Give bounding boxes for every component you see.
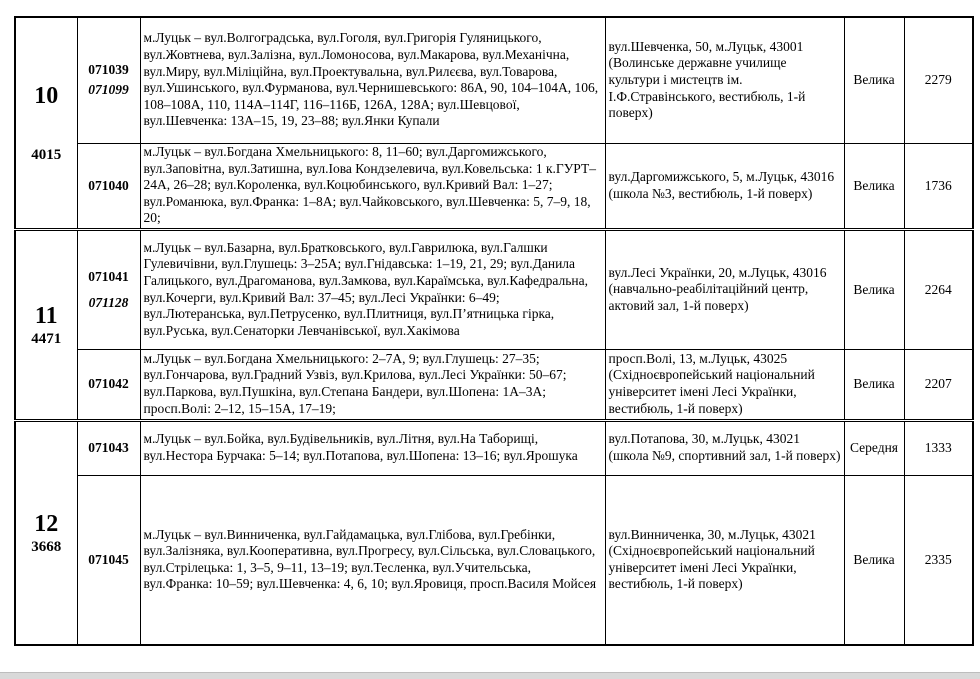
polling-address: вул.Винниченка, 30, м.Луцьк, 43021 (Східноєвропейський національний університет імені Лесі Українки, вестибюль, 1-й поверх) bbox=[605, 475, 844, 645]
voter-count: 1333 bbox=[904, 420, 973, 475]
district-code: 4015 bbox=[31, 146, 62, 163]
polling-address: вул.Лесі Українки, 20, м.Луцьк, 43016 (навчально-реабілітаційний центр, актовий зал, 1-й поверх) bbox=[605, 229, 844, 349]
special-precinct-number: 071099 bbox=[88, 82, 129, 98]
district-code: 4471 bbox=[31, 330, 62, 347]
precinct-number: 071040 bbox=[88, 177, 129, 193]
voter-count: 2335 bbox=[904, 475, 973, 645]
district-number: 12 bbox=[34, 510, 59, 537]
precinct-number: 071039 bbox=[88, 62, 129, 78]
precinct-size: Велика bbox=[844, 17, 904, 143]
precinct-boundaries: м.Луцьк – вул.Волгоградська, вул.Гоголя, вул.Григорія Гуляницького, вул.Жовтнева, вул.Залізна, вул.Ломоносова, вул.Макарова, вул.Механічна, вул.Миру, вул.Міліційна, вул.Проектувальна, вул.Рилєєва, вул.Товарова, вул.Ушинського, вул.Фурманова, вул.Чернишевського: 86А, 90, 104–104А, 106, 108–108А, 110, 114А–114Г, 116–116Б, 126А, 128А; вул.Шевцової, вул.Шевченка: 13А–15, 19, 23–88; вул.Янки Купали bbox=[140, 17, 605, 143]
precinct-boundaries: м.Луцьк – вул.Богдана Хмельницького: 2–7А, 9; вул.Глушець: 27–35; вул.Гончарова, вул.Градний Узвіз, вул.Крилова, вул.Лесі Українки: 50–67; вул.Паркова, вул.Пушкіна, вул.Степана Бандери, вул.Шопена: 1А–3А; просп.Волі: 2–12, 15–15А, 17–19; bbox=[140, 349, 605, 420]
precinct-cell bbox=[77, 229, 140, 349]
precinct-boundaries: м.Луцьк – вул.Богдана Хмельницького: 8, 11–60; вул.Даргомижського, вул.Заповітна, вул.Затишна, вул.Іова Кондзелевича, вул.Ковельська: 1 к.ГУРТ–24А, 26–28; вул.Короленка, вул.Коцюбинського, вул.Кривий Вал: 1–27; вул.Романюка, вул.Франка: 1–8А; вул.Чайковського, вул.Шевченка: 5, 7–9, 18, 20; bbox=[140, 143, 605, 229]
table-row bbox=[15, 17, 973, 143]
voter-count: 2264 bbox=[904, 229, 973, 349]
district-cell bbox=[15, 420, 77, 645]
precinct-size: Велика bbox=[844, 349, 904, 420]
precinct-table bbox=[14, 16, 974, 646]
polling-address: вул.Даргомижського, 5, м.Луцьк, 43016 (школа №3, вестибюль, 1-й поверх) bbox=[605, 143, 844, 229]
district-code: 3668 bbox=[31, 538, 62, 555]
precinct-table-page bbox=[14, 16, 972, 646]
precinct-cell bbox=[77, 420, 140, 475]
precinct-cell bbox=[77, 475, 140, 645]
precinct-number: 071041 bbox=[88, 268, 129, 284]
precinct-number: 071043 bbox=[88, 440, 129, 455]
precinct-size: Велика bbox=[844, 143, 904, 229]
precinct-boundaries: м.Луцьк – вул.Базарна, вул.Братковського, вул.Гаврилюка, вул.Галшки Гулевичівни, вул.Глушець: 3–25А; вул.Гнідавська: 1–19, 21, 29; вул.Данила Галицького, вул.Драгоманова, вул.Замкова, вул.Караїмська, вул.Кафедральна, вул.Кочерги, вул.Кривий Вал: 37–45; вул.Лесі Українки: 6–49; вул.Лютеранська, вул.Петрусенко, вул.Плитниця, вул.П’ятницька гірка, вул.Руська, вул.Сенаторки Левчанівської, вул.Хакімова bbox=[140, 229, 605, 349]
table-row bbox=[15, 420, 973, 475]
precinct-size: Велика bbox=[844, 475, 904, 645]
precinct-boundaries: м.Луцьк – вул.Винниченка, вул.Гайдамацька, вул.Глібова, вул.Гребінки, вул.Залізняка, вул.Кооперативна, вул.Прогресу, вул.Сільська, вул.Словацького, вул.Стрілецька: 1, 3–5, 9–11, 13–19; вул.Тесленка, вул.Учительська, вул.Франка: 10–59; вул.Шевченка: 4, 6, 10; вул.Яровиця, просп.Василя Мойсея bbox=[140, 475, 605, 645]
district-cell bbox=[15, 17, 77, 229]
table-row bbox=[15, 349, 973, 420]
precinct-number: 071042 bbox=[88, 376, 129, 391]
table-row bbox=[15, 229, 973, 349]
voter-count: 2279 bbox=[904, 17, 973, 143]
voter-count: 1736 bbox=[904, 143, 973, 229]
precinct-boundaries: м.Луцьк – вул.Бойка, вул.Будівельників, вул.Літня, вул.На Таборищі, вул.Нестора Бурчака: 5–14; вул.Потапова, вул.Шопена: 13–16; вул.Ярошука bbox=[140, 420, 605, 475]
polling-address: вул.Шевченка, 50, м.Луцьк, 43001 (Волинське державне училище культури і мистецтв ім. І.Ф.Стравінського, вестибюль, 1-й поверх) bbox=[605, 17, 844, 143]
polling-address: просп.Волі, 13, м.Луцьк, 43025 (Східноєвропейський національний університет імені Лесі Українки, вестибюль, 1-й поверх) bbox=[605, 349, 844, 420]
voter-count: 2207 bbox=[904, 349, 973, 420]
precinct-cell bbox=[77, 143, 140, 229]
precinct-cell bbox=[77, 349, 140, 420]
polling-address: вул.Потапова, 30, м.Луцьк, 43021 (школа №9, спортивний зал, 1-й поверх) bbox=[605, 420, 844, 475]
precinct-size: Середня bbox=[844, 420, 904, 475]
district-cell bbox=[15, 229, 77, 420]
precinct-size: Велика bbox=[844, 229, 904, 349]
table-row bbox=[15, 143, 973, 229]
district-number: 11 bbox=[34, 302, 58, 329]
precinct-number: 071045 bbox=[88, 551, 129, 567]
precinct-cell bbox=[77, 17, 140, 143]
table-row bbox=[15, 475, 973, 645]
special-precinct-number: 071128 bbox=[88, 294, 129, 310]
district-number: 10 bbox=[34, 82, 59, 109]
